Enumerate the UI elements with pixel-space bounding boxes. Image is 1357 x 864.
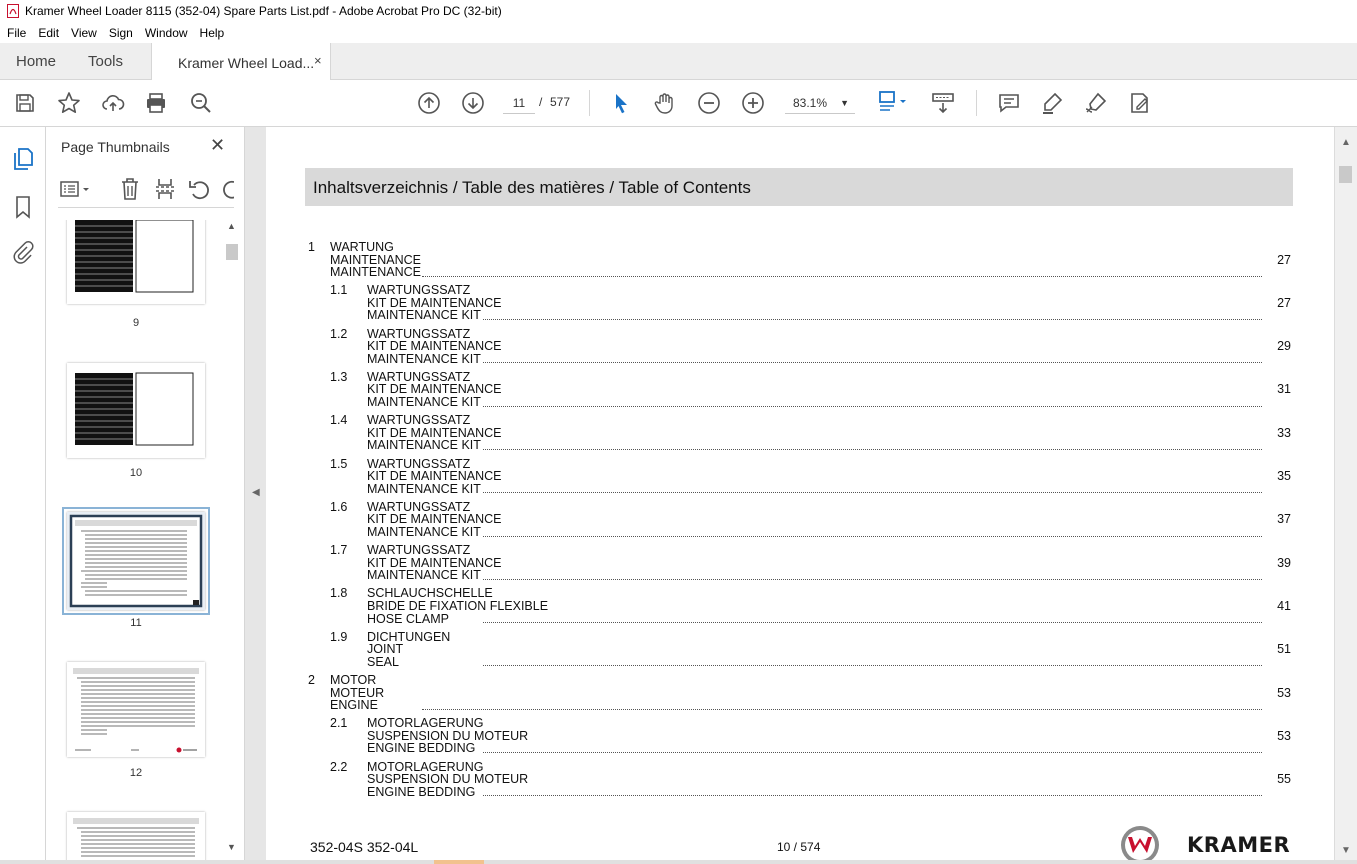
toc-header-text: Inhaltsverzeichnis / Table des matières / Table of Contents [313, 178, 751, 197]
chevron-down-icon: ▼ [840, 98, 849, 108]
toc-number: 1.3 [330, 369, 348, 384]
toc-leader-dots [483, 622, 1262, 623]
toc-title-line: ENGINE BEDDING [367, 784, 476, 799]
toc-title-line: MOTOR [330, 673, 377, 687]
toc-number: 1 [308, 240, 315, 254]
thumbnail-page-10[interactable] [67, 363, 205, 458]
toc-title-line: SEAL [367, 654, 399, 669]
toc-number: 2 [308, 673, 315, 687]
logo-text: KRAMER [1187, 833, 1291, 857]
zoom-value: 83.1% [793, 96, 828, 110]
extract-pages-icon[interactable] [154, 177, 176, 206]
page-up-icon[interactable] [417, 91, 441, 115]
tab-document-label: Kramer Wheel Load... [178, 55, 315, 71]
thumbnail-page-12[interactable] [67, 662, 205, 757]
toc-page-number: 53 [1277, 728, 1291, 743]
chevron-left-icon[interactable]: ◀ [252, 487, 260, 498]
kramer-logo [1119, 825, 1299, 864]
panel-divider [58, 207, 234, 208]
menu-edit[interactable]: Edit [38, 25, 60, 40]
page-separator: / [539, 95, 543, 109]
toc-number: 1.7 [330, 543, 348, 558]
toc-title-line: WARTUNGSSATZ [367, 413, 471, 428]
toc-number: 1.4 [330, 413, 348, 428]
toc-number: 1.1 [330, 283, 348, 298]
menu-file[interactable]: File [7, 25, 27, 40]
left-icon-rail [0, 127, 46, 864]
tab-close-icon[interactable]: × [314, 53, 322, 68]
toc-title-line: SUSPENSION DU MOTEUR [367, 728, 529, 743]
toc-number: 1.9 [330, 629, 348, 644]
toc-title-line: WARTUNG [330, 240, 394, 254]
page-number-input[interactable]: 11 [503, 92, 535, 114]
toc-entry[interactable] [266, 328, 1334, 366]
thumbnail-list [58, 220, 224, 860]
scroll-down-icon[interactable]: ▼ [227, 842, 236, 852]
zoom-dropdown[interactable] [785, 92, 855, 114]
footer-page-number: 10 / 574 [777, 840, 821, 854]
toc-title-line: HOSE CLAMP [367, 611, 449, 626]
hand-tool-icon[interactable] [653, 91, 677, 115]
thumbnail-toolbar [60, 177, 235, 201]
cloud-upload-icon[interactable] [101, 91, 125, 115]
close-icon[interactable]: ✕ [210, 135, 226, 155]
toc-title-line: WARTUNGSSATZ [367, 326, 471, 341]
toc-title-line: MOTEUR [330, 685, 385, 700]
toc-title-line: MAINTENANCE KIT [367, 568, 481, 583]
toc-title-line: MAINTENANCE [330, 265, 421, 280]
toc-title-line: MAINTENANCE KIT [367, 395, 481, 410]
panel-title: Page Thumbnails [61, 139, 170, 155]
scrollbar-thumb[interactable] [226, 244, 238, 260]
document-view [266, 127, 1334, 864]
select-cursor-icon[interactable] [609, 91, 633, 115]
search-icon[interactable] [189, 91, 213, 115]
toc-entry[interactable] [266, 631, 1334, 669]
toc-title-line: WARTUNGSSATZ [367, 283, 471, 298]
toc-title-line: MAINTENANCE KIT [367, 308, 481, 323]
menu-window[interactable]: Window [144, 25, 188, 40]
toc-title-line: KIT DE MAINTENANCE [367, 425, 502, 440]
toolbar-divider [976, 90, 977, 116]
toc-leader-dots [483, 536, 1262, 537]
pdf-page [266, 127, 1334, 864]
toc-title-line: KIT DE MAINTENANCE [367, 295, 502, 310]
toc-leader-dots [483, 579, 1262, 580]
toc-page-number: 27 [1277, 295, 1291, 310]
toc-number: 1.2 [330, 326, 348, 341]
menu-view[interactable]: View [71, 25, 97, 40]
toc-title-line: WARTUNGSSATZ [367, 456, 471, 471]
page-fit-icon[interactable] [878, 91, 912, 115]
menu-bar [0, 22, 1357, 43]
progress-segment [434, 860, 484, 864]
thumbnail-label: 9 [132, 317, 140, 329]
page-thumbnails-icon[interactable] [11, 147, 35, 171]
toc-title-line: MAINTENANCE KIT [367, 524, 481, 539]
toc-title-line: JOINT [367, 642, 404, 657]
toc-leader-dots [483, 492, 1262, 493]
menu-help[interactable]: Help [199, 25, 225, 40]
thumbnail-page-9[interactable] [67, 220, 205, 304]
toc-entry[interactable] [266, 371, 1334, 409]
tab-document[interactable] [151, 43, 331, 81]
toc-title-line: MAINTENANCE [330, 252, 421, 267]
toc-title-line: ENGINE BEDDING [367, 741, 476, 756]
fill-sign-icon[interactable] [1128, 91, 1152, 115]
toc-page-number: 29 [1277, 339, 1291, 354]
delete-icon[interactable] [120, 177, 140, 206]
print-icon[interactable] [144, 91, 168, 115]
toc-page-number: 41 [1277, 598, 1291, 613]
toc-page-number: 55 [1277, 772, 1291, 787]
comment-icon[interactable] [997, 91, 1021, 115]
rotate-clockwise-icon[interactable] [220, 177, 234, 206]
toc-title-line: KIT DE MAINTENANCE [367, 469, 502, 484]
toc-title-line: DICHTUNGEN [367, 629, 451, 644]
save-icon[interactable] [13, 91, 37, 115]
tab-bar [0, 43, 1357, 80]
toc-entry[interactable] [266, 587, 1334, 625]
toc-title-line: ENGINE [330, 698, 378, 713]
panel-collapse-handle[interactable] [246, 127, 266, 864]
thumbnail-page-11[interactable] [67, 512, 205, 610]
toc-title-line: BRIDE DE FIXATION FLEXIBLE [367, 598, 549, 613]
toc-title-line: KIT DE MAINTENANCE [367, 512, 502, 527]
thumbnail-label: 11 [130, 617, 142, 629]
toc-title-line: SUSPENSION DU MOTEUR [367, 772, 529, 787]
options-menu-icon[interactable] [60, 179, 92, 204]
toc-leader-dots [422, 276, 1262, 277]
toc-entry[interactable] [266, 241, 1334, 279]
toc-title-line: KIT DE MAINTENANCE [367, 339, 502, 354]
toc-page-number: 35 [1277, 469, 1291, 484]
rotate-icon[interactable] [188, 177, 210, 206]
toc-leader-dots [483, 406, 1262, 407]
toc-entry[interactable] [266, 414, 1334, 452]
toc-leader-dots [483, 752, 1262, 753]
thumbnail-label: 12 [129, 767, 143, 779]
zoom-in-icon[interactable] [741, 91, 765, 115]
toc-page-number: 53 [1277, 685, 1291, 700]
thumbnail-page-13[interactable] [67, 812, 205, 860]
toc-leader-dots [483, 449, 1262, 450]
toc-leader-dots [422, 709, 1262, 710]
footer-model: 352-04S 352-04L [310, 839, 419, 855]
toc-entry[interactable] [266, 544, 1334, 582]
status-strip [0, 860, 1357, 864]
page-down-icon[interactable] [461, 91, 485, 115]
scroll-up-icon[interactable]: ▲ [1341, 137, 1351, 148]
menu-sign[interactable]: Sign [108, 25, 133, 40]
toc-title-line: MOTORLAGERUNG [367, 759, 484, 774]
toc-leader-dots [483, 665, 1262, 666]
toc-page-number: 27 [1277, 252, 1291, 267]
zoom-out-icon[interactable] [697, 91, 721, 115]
toc-page-number: 37 [1277, 512, 1291, 527]
thumbnail-label: 10 [129, 467, 143, 479]
highlight-pen-icon[interactable] [1040, 91, 1064, 115]
toc-entry[interactable] [266, 284, 1334, 322]
scroll-down-icon[interactable]: ▼ [1341, 845, 1351, 856]
toc-title-line: MAINTENANCE KIT [367, 438, 481, 453]
attachment-icon[interactable] [11, 240, 35, 264]
toc-title-line: MOTORLAGERUNG [367, 716, 484, 731]
star-icon[interactable] [57, 91, 81, 115]
toc-header [305, 168, 1293, 206]
toc-number: 1.5 [330, 456, 348, 471]
toc-title-line: WARTUNGSSATZ [367, 369, 471, 384]
toc-entry[interactable] [266, 501, 1334, 539]
page-total: 577 [550, 95, 571, 109]
bookmark-icon[interactable] [11, 195, 35, 219]
acrobat-icon [7, 4, 19, 18]
toc-title-line: MAINTENANCE KIT [367, 351, 481, 366]
thumbnails-panel [46, 127, 245, 864]
toc-page-number: 33 [1277, 425, 1291, 440]
scrollbar-thumb[interactable] [1339, 166, 1352, 183]
toc-title-line: WARTUNGSSATZ [367, 543, 471, 558]
toc-number: 2.1 [330, 716, 348, 731]
sign-pen-icon[interactable] [1084, 91, 1108, 115]
toc-title-line: KIT DE MAINTENANCE [367, 382, 502, 397]
toc-leader-dots [483, 362, 1262, 363]
toc-title-line: SCHLAUCHSCHELLE [367, 586, 493, 601]
main-toolbar [0, 80, 1357, 127]
thumbnail-scrollbar[interactable] [224, 220, 240, 860]
toc-number: 1.6 [330, 499, 348, 514]
toc-entry[interactable] [266, 458, 1334, 496]
tab-home[interactable]: Home [16, 53, 57, 70]
window-title: Kramer Wheel Loader 8115 (352-04) Spare Parts List.pdf - Adobe Acrobat Pro DC (32-bit) [25, 4, 502, 18]
window-title-bar [0, 0, 1357, 22]
toc-page-number: 31 [1277, 382, 1291, 397]
toc-page-number: 51 [1277, 642, 1291, 657]
scroll-mode-icon[interactable] [931, 91, 955, 115]
toolbar-divider [589, 90, 590, 116]
toc-title-line: MAINTENANCE KIT [367, 481, 481, 496]
toc-entry[interactable] [266, 674, 1334, 712]
toc-title-line: KIT DE MAINTENANCE [367, 555, 502, 570]
toc-entry[interactable] [266, 761, 1334, 799]
toc-entry[interactable] [266, 717, 1334, 755]
scroll-up-icon[interactable]: ▲ [227, 221, 236, 231]
toc-title-line: WARTUNGSSATZ [367, 499, 471, 514]
toc-page-number: 39 [1277, 555, 1291, 570]
toc-number: 1.8 [330, 586, 348, 601]
tab-tools[interactable]: Tools [88, 53, 124, 70]
toc-leader-dots [483, 319, 1262, 320]
toc-leader-dots [483, 795, 1262, 796]
document-scrollbar[interactable] [1334, 127, 1357, 864]
toc-number: 2.2 [330, 759, 348, 774]
